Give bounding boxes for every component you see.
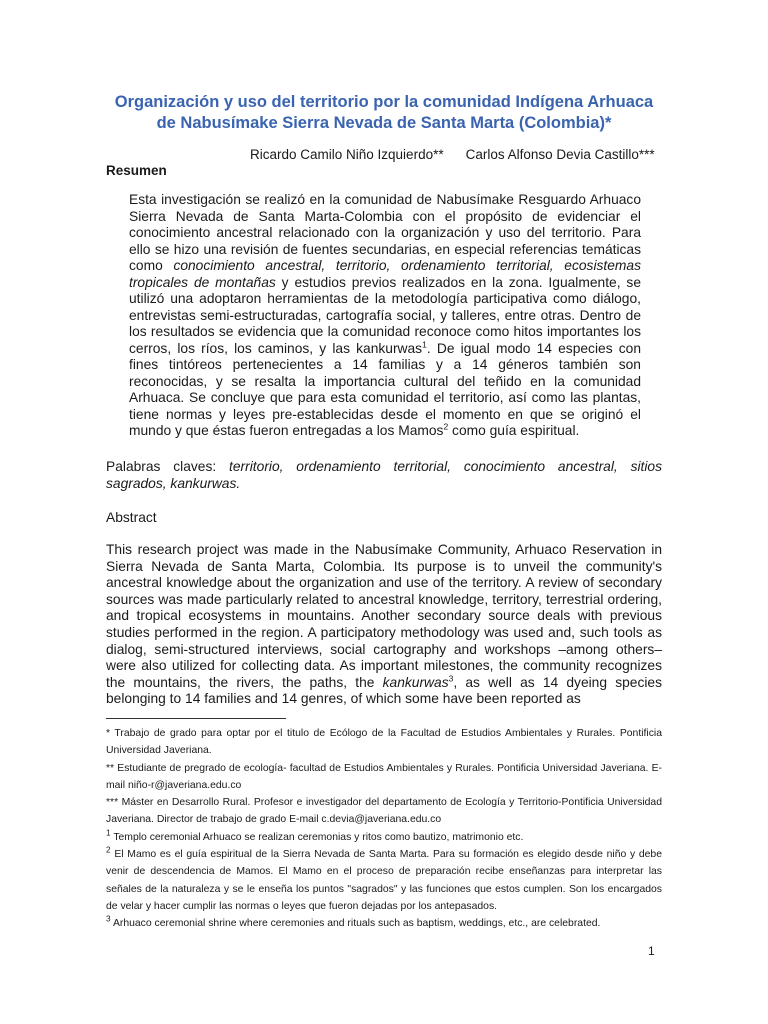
resumen-text-2: y estudios previos realizados en la zona. Igualmente, se utilizó una adoptaron herramientas de la metodología participativa como diálogo, entrevistas semi-estructuradas, cartografía social, y talleres, entre otras. Dentro de los resultados se evidencia que la comunidad reconoce como hitos importantes los cerros, los ríos, los caminos, y las kankurwas — [129, 274, 641, 356]
footnote-ref-1: 1 — [422, 338, 427, 349]
abstract-heading: Abstract — [106, 510, 157, 525]
footnote-2-text: El Mamo es el guía espiritual de la Sierra Nevada de Santa Marta. Para su formación es elegido desde niño y debe venir de descendencia de Mamos. El Mamo en el proceso de preparación recibe enseñanzas para interpretar las señales de la naturaleza y se le enseña los puntos "sagrados" y las funciones que estos cumplen. Son los encargados de velar y hacer cumplir las normas o leyes que fueron dejadas por los antepasados. — [106, 849, 662, 912]
footnote-divider — [106, 718, 286, 719]
paper-title — [100, 92, 668, 134]
footnote-ref-2: 2 — [443, 421, 449, 432]
footnote-ref-3: 3 — [448, 673, 454, 684]
author-line — [250, 147, 670, 163]
title-line-1: Organización y uso del territorio por la comunidad Indígena Arhuaca — [114, 93, 654, 111]
abstract-italic-word: kankurwas — [382, 674, 449, 690]
footnote-2 — [106, 846, 662, 915]
footnotes — [106, 725, 662, 933]
author-2: Carlos Alfonso Devia Castillo*** — [465, 147, 655, 162]
footnote-2-mark: 2 — [106, 844, 111, 855]
keywords-terms: territorio, ordenamiento territorial, conocimiento ancestral, sitios sagrados, kankurwas. — [106, 459, 663, 491]
footnote-3-text: Arhuaco ceremonial shrine where ceremonies and rituals such as baptism, weddings, etc., are celebrated. — [110, 918, 601, 930]
keywords-label: Palabras claves: — [106, 459, 230, 474]
resumen-text-3: . De igual modo 14 especies con fines tintóreos pertenecientes a 14 familias y a 14 géneros también son reconocidas, y se resalta la importancia cultural del teñido en la comunidad Arhuaca. Se concluye que para esta comunidad el territorio, así como las plantas, tiene normas y leyes pre-establecidas desde el momento en que se originó el mundo y que éstas fueron entregadas a los Mamos — [129, 340, 641, 438]
abstract-text-2: , as well as 14 dyeing species belonging to 14 families and 14 genres, of which some have been reported as — [106, 674, 662, 707]
page-number: 1 — [648, 944, 655, 958]
resumen-heading: Resumen — [106, 163, 167, 178]
footnote-1-text: Templo ceremonial Arhuaco se realizan ceremonias y ritos como bautizo, matrimonio etc. — [110, 831, 524, 843]
footnote-1-mark: 1 — [106, 827, 111, 838]
resumen-paragraph — [129, 192, 641, 440]
author-1: Ricardo Camilo Niño Izquierdo** — [250, 147, 444, 162]
title-line-2: de Nabusímake Sierra Nevada de Santa Marta (Colombia)* — [156, 114, 612, 132]
footnote-star-3: *** Máster en Desarrollo Rural. Profesor e investigador del departamento de Ecología y Territorio-Pontificia Universidad Javeriana. Director de trabajo de grado E-mail c.devia@javeriana.edu.co — [106, 797, 662, 826]
resumen-italic-terms: conocimiento ancestral, territorio, ordenamiento territorial, ecosistemas tropicales de montañas — [129, 258, 641, 290]
footnote-star-2: ** Estudiante de pregrado de ecología- facultad de Estudios Ambientales y Rurales. Pontificia Universidad Javeriana. E-mail niño-r@javeriana.edu.co — [106, 762, 662, 791]
keywords-paragraph — [106, 459, 662, 492]
abstract-text-1: This research project was made in the Nabusímake Community, Arhuaco Reservation in Sierra Nevada de Santa Marta, Colombia. Its purpose is to unveil the community's ancestral knowledge about the organization and use of the territory. A review of secondary sources was made particularly related to ancestral knowledge, territory, terrestrial ordering, and tropical ecosystems in mountains. Another secondary source deals with previous studies performed in the region. A participatory methodology was used and, such tools as dialog, semi-structured interviews, social cartography and workshops –among others– were also utilized for collecting data. As important milestones, the community recognizes the mountains, the rivers, the paths, the — [106, 542, 662, 690]
resumen-text-4: como guía espiritual. — [448, 423, 580, 438]
footnote-star-1: * Trabajo de grado para optar por el titulo de Ecólogo de la Facultad de Estudios Ambientales y Rurales. Pontificia Universidad Javeriana. — [106, 728, 662, 757]
abstract-paragraph — [106, 542, 662, 708]
footnote-1 — [106, 829, 662, 846]
footnote-3-mark: 3 — [106, 913, 111, 924]
footnote-3 — [106, 915, 662, 932]
resumen-text-1: Esta investigación se realizó en la comunidad de Nabusímake Resguardo Arhuaco Sierra Nevada de Santa Marta-Colombia con el propósito de evidenciar el conocimiento ancestral relacionado con la organización y uso del territorio. Para ello se hizo una revisión de fuentes secundarias, en especial referencias temáticas como — [129, 192, 641, 273]
